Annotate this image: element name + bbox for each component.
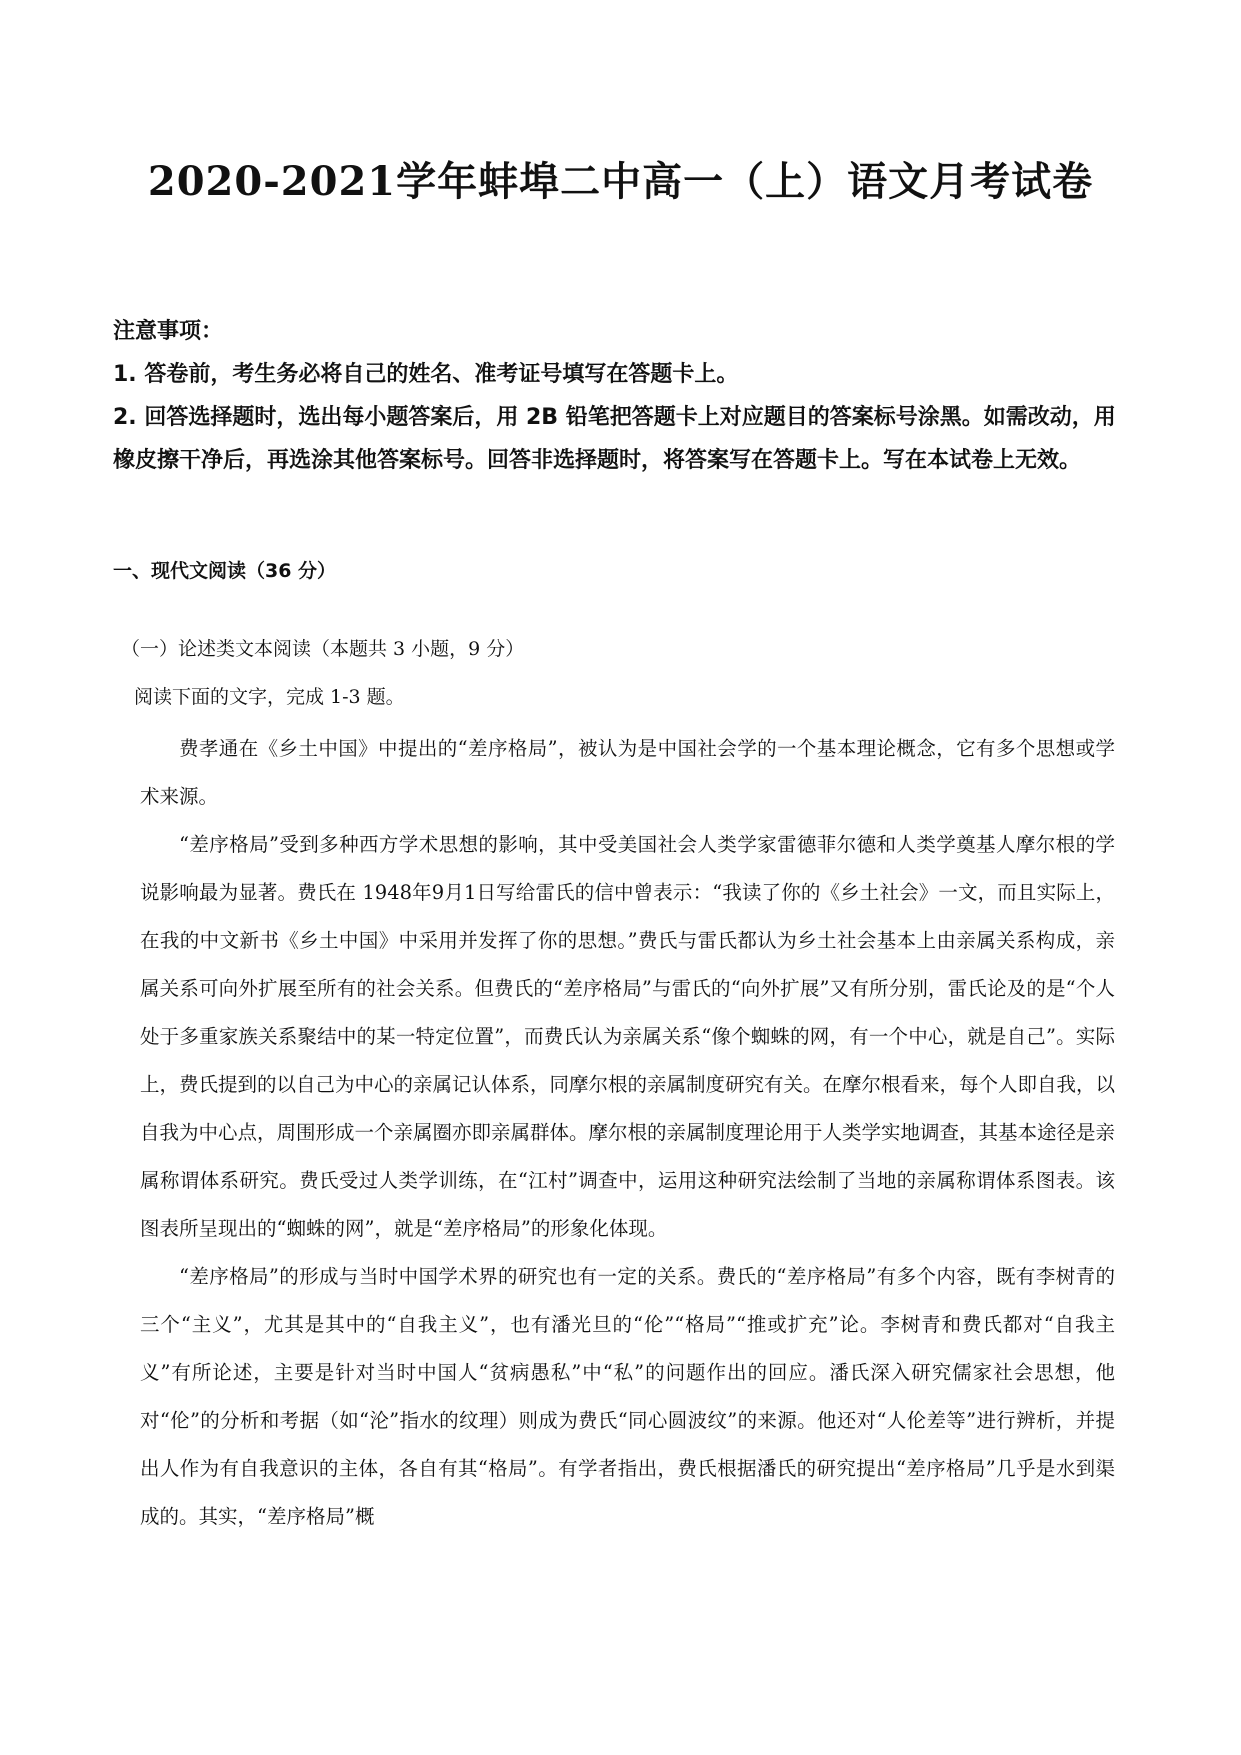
passage-paragraph-3: “差序格局”的形成与当时中国学术界的研究也有一定的关系。费氏的“差序格局”有多个内容，既有李树青的三个“主义”，尤其是其中的“自我主义”，也有潘光旦的“伦”“格局”“推或扩充”论。李树青和费氏都对“自我主义”有所论述，主要是针对当时中国人“贫病愚私”中“私”的问题作出的回应。潘氏深入研究儒家社会思想，他对“伦”的分析和考据（如“沦”指水的纹理）则成为费氏“同心圆波纹”的来源。他还对“人伦差等”进行辨析，并提出人作为有自我意识的主体，各自有其“格局”。有学者指出，费氏根据潘氏的研究提出“差序格局”几乎是水到渠成的。其实，“差序格局”概 (140, 1265, 1115, 1528)
notice-item-1: 1. 答卷前，考生务必将自己的姓名、准考证号填写在答题卡上。 (113, 362, 739, 387)
reading-passage (140, 725, 1115, 1541)
notice-block (113, 310, 1123, 482)
passage-paragraph-1: 费孝通在《乡土中国》中提出的“差序格局”，被认为是中国社会学的一个基本理论概念，它有多个思想或学术来源。 (140, 737, 1115, 808)
notice-item-2: 2. 回答选择题时，选出每小题答案后，用 2B 铅笔把答题卡上对应题目的答案标号涂黑。如需改动，用橡皮擦干净后，再选涂其他答案标号。回答非选择题时，将答案写在答题卡上。写在本试卷上无效。 (113, 405, 1116, 473)
exam-title: 2020-2021学年蚌埠二中高一（上）语文月考试卷 (147, 158, 1094, 205)
reading-instruction: 阅读下面的文字，完成 1-3 题。 (134, 686, 405, 708)
subsection-heading: （一）论述类文本阅读（本题共 3 小题，9 分） (121, 638, 525, 660)
notice-heading: 注意事项： (113, 319, 224, 344)
section-heading: 一、现代文阅读（36 分） (113, 560, 337, 582)
passage-paragraph-2: “差序格局”受到多种西方学术思想的影响，其中受美国社会人类学家雷德菲尔德和人类学奠基人摩尔根的学说影响最为显著。费氏在 1948年9月1日写给雷氏的信中曾表示：“我读了你的《乡土社会》一文，而且实际上，在我的中文新书《乡土中国》中采用并发挥了你的思想。”费氏与雷氏都认为乡土社会基本上由亲属关系构成，亲属关系可向外扩展至所有的社会关系。但费氏的“差序格局”与雷氏的“向外扩展”又有所分别，雷氏论及的是“个人处于多重家族关系聚结中的某一特定位置”，而费氏认为亲属关系“像个蜘蛛的网，有一个中心，就是自己”。实际上，费氏提到的以自己为中心的亲属记认体系，同摩尔根的亲属制度研究有关。在摩尔根看来，每个人即自我，以自我为中心点，周围形成一个亲属圈亦即亲属群体。摩尔根的亲属制度理论用于人类学实地调查，其基本途径是亲属称谓体系研究。费氏受过人类学训练，在“江村”调查中，运用这种研究法绘制了当地的亲属称谓体系图表。该图表所呈现出的“蜘蛛的网”，就是“差序格局”的形象化体现。 (140, 833, 1116, 1240)
